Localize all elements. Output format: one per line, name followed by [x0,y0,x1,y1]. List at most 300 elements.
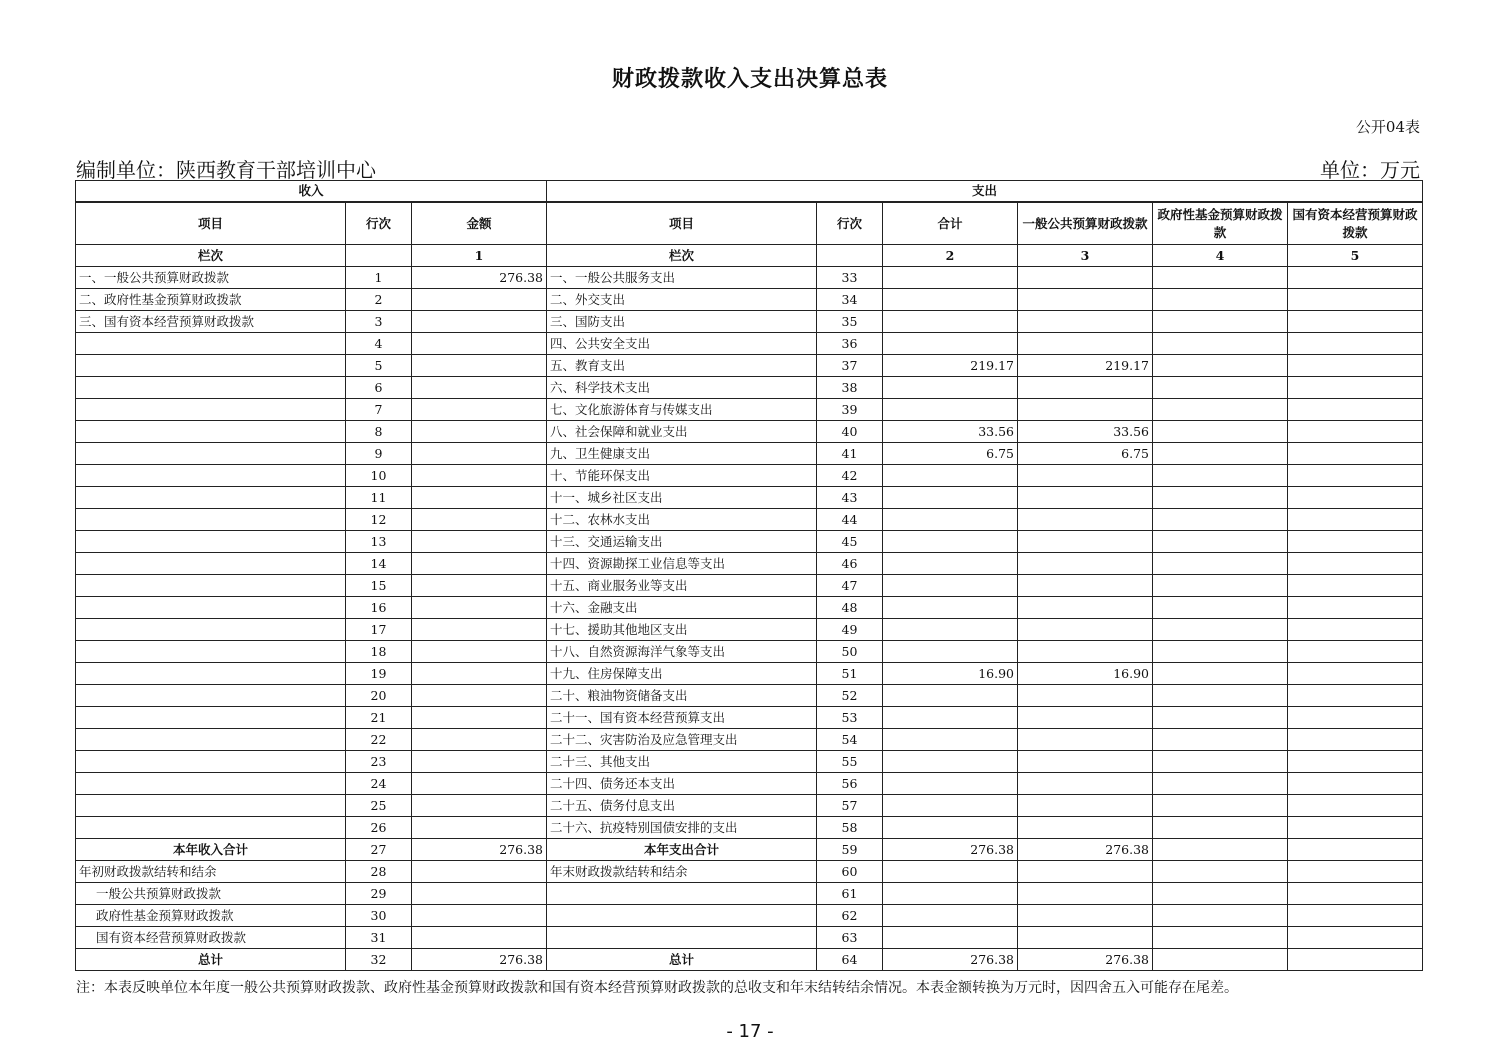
income-item-cell [76,575,346,597]
table-row [76,333,1423,355]
income-amount-cell [412,553,547,575]
gov-fund-cell [1153,421,1288,443]
general-budget-cell [1018,707,1153,729]
general-budget-cell [1018,465,1153,487]
expense-total-cell [883,465,1018,487]
income-line-cell: 26 [346,817,412,839]
income-amount-cell: 276.38 [412,839,547,861]
expense-total-cell [883,487,1018,509]
expense-total-cell [883,575,1018,597]
expense-total-cell [883,619,1018,641]
expense-total-cell: 276.38 [883,949,1018,971]
gov-fund-cell [1153,641,1288,663]
expense-item-cell: 本年支出合计 [547,839,817,861]
income-line-cell: 13 [346,531,412,553]
expense-item-header: 项目 [547,202,817,245]
expense-item-cell: 二十四、债务还本支出 [547,773,817,795]
state-capital-cell [1288,619,1423,641]
organization-label: 编制单位：陕西教育干部培训中心 [76,158,376,182]
expense-item-cell: 六、科学技术支出 [547,377,817,399]
income-item-cell [76,487,346,509]
expense-line-cell: 38 [817,377,883,399]
expense-line-cell: 41 [817,443,883,465]
income-amount-cell [412,861,547,883]
table-row [76,443,1423,465]
income-item-cell: 三、国有资本经营预算财政拨款 [76,311,346,333]
expense-line-cell: 40 [817,421,883,443]
expense-total-cell [883,597,1018,619]
income-line-cell: 17 [346,619,412,641]
table-row [76,399,1423,421]
income-line-cell: 20 [346,685,412,707]
general-budget-header: 一般公共预算财政拨款 [1018,202,1153,245]
gov-fund-cell [1153,729,1288,751]
income-amount-cell [412,685,547,707]
expense-total-header: 合计 [883,202,1018,245]
expense-item-cell: 一、一般公共服务支出 [547,267,817,289]
table-row [76,861,1423,883]
state-capital-cell [1288,685,1423,707]
general-budget-cell [1018,311,1153,333]
expense-item-cell: 十八、自然资源海洋气象等支出 [547,641,817,663]
income-item-cell [76,817,346,839]
income-line-cell: 15 [346,575,412,597]
income-amount-cell [412,619,547,641]
capital-index: 5 [1288,245,1423,267]
income-line-cell: 32 [346,949,412,971]
column-header-row [76,202,1423,245]
income-amount-cell [412,773,547,795]
expense-total-cell: 219.17 [883,355,1018,377]
general-budget-cell [1018,597,1153,619]
expense-total-cell [883,817,1018,839]
table-row [76,883,1423,905]
income-item-cell [76,619,346,641]
income-item-cell [76,465,346,487]
income-item-cell [76,751,346,773]
income-item-cell: 国有资本经营预算财政拨款 [76,927,346,949]
income-item-cell [76,707,346,729]
state-capital-cell [1288,355,1423,377]
income-item-cell [76,355,346,377]
table-row [76,575,1423,597]
table-row [76,773,1423,795]
expense-line-cell: 47 [817,575,883,597]
table-row [76,685,1423,707]
expense-item-cell: 二、外交支出 [547,289,817,311]
income-amount-cell [412,377,547,399]
expense-item-cell: 七、文化旅游体育与传媒支出 [547,399,817,421]
expense-total-cell [883,399,1018,421]
income-amount-cell [412,597,547,619]
state-capital-cell [1288,641,1423,663]
income-amount-cell [412,817,547,839]
state-capital-cell [1288,377,1423,399]
expense-section-header: 支出 [547,181,1423,203]
expense-line-cell: 42 [817,465,883,487]
table-row [76,949,1423,971]
table-row [76,751,1423,773]
income-amount-cell [412,531,547,553]
table-row [76,619,1423,641]
income-item-cell [76,399,346,421]
income-item-cell [76,531,346,553]
expense-total-cell [883,751,1018,773]
expense-line-cell: 57 [817,795,883,817]
expense-total-cell [883,685,1018,707]
expense-total-cell [883,773,1018,795]
expense-item-cell: 十六、金融支出 [547,597,817,619]
expense-line-cell: 63 [817,927,883,949]
expense-item-cell [547,927,817,949]
general-budget-cell [1018,751,1153,773]
income-line-cell: 30 [346,905,412,927]
income-line-cell: 4 [346,333,412,355]
expense-item-cell: 十九、住房保障支出 [547,663,817,685]
table-row [76,795,1423,817]
expense-item-cell: 五、教育支出 [547,355,817,377]
table-row [76,289,1423,311]
state-capital-cell [1288,773,1423,795]
general-budget-cell [1018,641,1153,663]
expense-line-cell: 45 [817,531,883,553]
expense-total-cell [883,289,1018,311]
income-item-cell [76,795,346,817]
gov-fund-cell [1153,553,1288,575]
income-line-cell: 9 [346,443,412,465]
gov-fund-cell [1153,685,1288,707]
expense-line-cell: 56 [817,773,883,795]
state-capital-cell [1288,575,1423,597]
income-section-header: 收入 [76,181,547,203]
expense-item-cell [547,905,817,927]
expense-total-cell [883,905,1018,927]
table-row [76,905,1423,927]
expense-line-cell: 60 [817,861,883,883]
gov-fund-cell [1153,839,1288,861]
income-line-cell: 16 [346,597,412,619]
general-budget-cell [1018,553,1153,575]
income-amount-cell [412,707,547,729]
gov-fund-cell [1153,927,1288,949]
income-item-cell [76,377,346,399]
income-amount-cell [412,905,547,927]
table-row [76,641,1423,663]
income-amount-cell [412,465,547,487]
expense-item-cell: 十二、农林水支出 [547,509,817,531]
income-item-cell [76,509,346,531]
income-line-cell: 12 [346,509,412,531]
expense-item-cell: 总计 [547,949,817,971]
state-capital-cell [1288,597,1423,619]
gov-fund-cell [1153,751,1288,773]
expense-total-cell [883,509,1018,531]
expense-item-cell: 八、社会保障和就业支出 [547,421,817,443]
table-row [76,267,1423,289]
table-row [76,487,1423,509]
expense-item-cell: 二十六、抗疫特别国债安排的支出 [547,817,817,839]
income-amount-cell [412,355,547,377]
expense-total-cell: 16.90 [883,663,1018,685]
income-line-cell: 1 [346,267,412,289]
state-capital-cell [1288,707,1423,729]
income-amount-cell: 276.38 [412,267,547,289]
table-row [76,509,1423,531]
income-line-cell: 18 [346,641,412,663]
expense-index-label: 栏次 [547,245,817,267]
income-item-cell [76,421,346,443]
state-capital-cell [1288,399,1423,421]
expense-total-cell [883,883,1018,905]
state-capital-cell [1288,861,1423,883]
expense-line-cell: 54 [817,729,883,751]
form-number: 公开04表 [1355,118,1420,136]
expense-line-cell: 39 [817,399,883,421]
expense-line-cell: 64 [817,949,883,971]
income-line-cell: 8 [346,421,412,443]
state-capital-cell [1288,817,1423,839]
income-item-cell [76,597,346,619]
expense-line-cell: 51 [817,663,883,685]
gov-fund-cell [1153,905,1288,927]
gov-fund-cell [1153,597,1288,619]
expense-item-cell: 二十五、债务付息支出 [547,795,817,817]
income-item-cell: 一般公共预算财政拨款 [76,883,346,905]
gov-fund-cell [1153,311,1288,333]
income-amount-cell [412,509,547,531]
income-amount-cell [412,927,547,949]
general-budget-cell [1018,619,1153,641]
general-budget-cell: 276.38 [1018,949,1153,971]
expense-total-cell [883,267,1018,289]
general-budget-cell [1018,399,1153,421]
state-capital-cell [1288,421,1423,443]
expense-item-cell: 二十三、其他支出 [547,751,817,773]
state-capital-cell [1288,905,1423,927]
gov-fund-cell [1153,861,1288,883]
income-amount-cell [412,487,547,509]
expense-total-cell [883,861,1018,883]
expense-total-cell [883,333,1018,355]
gov-fund-header: 政府性基金预算财政拨款 [1153,202,1288,245]
state-capital-cell [1288,509,1423,531]
income-item-cell: 政府性基金预算财政拨款 [76,905,346,927]
gov-fund-cell [1153,267,1288,289]
general-budget-cell [1018,575,1153,597]
income-item-cell: 总计 [76,949,346,971]
expense-total-cell [883,641,1018,663]
expense-item-cell: 十七、援助其他地区支出 [547,619,817,641]
expense-total-cell [883,729,1018,751]
income-amount-cell [412,311,547,333]
income-amount-cell [412,399,547,421]
expense-line-cell: 33 [817,267,883,289]
table-row [76,531,1423,553]
general-budget-cell [1018,795,1153,817]
income-item-cell [76,685,346,707]
general-budget-cell [1018,289,1153,311]
income-amount-cell [412,443,547,465]
income-line-cell: 11 [346,487,412,509]
table-row [76,377,1423,399]
gov-fund-cell [1153,289,1288,311]
table-row [76,355,1423,377]
gov-fund-cell [1153,663,1288,685]
footnote: 注：本表反映单位本年度一般公共预算财政拨款、政府性基金预算财政拨款和国有资本经营预算财政拨款的总收支和年末结转结余情况。本表金额转换为万元时，因四舍五入可能存在尾差。 [76,980,1238,996]
state-capital-cell [1288,751,1423,773]
general-budget-cell [1018,773,1153,795]
general-budget-cell [1018,509,1153,531]
income-item-cell: 二、政府性基金预算财政拨款 [76,289,346,311]
state-capital-cell [1288,949,1423,971]
table-row [76,663,1423,685]
expense-line-cell: 55 [817,751,883,773]
expense-item-cell: 十五、商业服务业等支出 [547,575,817,597]
income-amount-cell [412,729,547,751]
income-item-cell [76,641,346,663]
income-item-cell [76,333,346,355]
table-row [76,465,1423,487]
gov-fund-cell [1153,707,1288,729]
state-capital-cell [1288,487,1423,509]
general-budget-cell [1018,377,1153,399]
income-amount-cell: 276.38 [412,949,547,971]
income-amount-cell [412,333,547,355]
general-budget-cell [1018,333,1153,355]
state-capital-cell [1288,927,1423,949]
income-amount-cell [412,795,547,817]
income-line-cell: 25 [346,795,412,817]
general-index: 3 [1018,245,1153,267]
expense-item-cell: 十、节能环保支出 [547,465,817,487]
expense-item-cell: 二十一、国有资本经营预算支出 [547,707,817,729]
expense-item-cell: 四、公共安全支出 [547,333,817,355]
expense-line-cell: 37 [817,355,883,377]
state-capital-cell [1288,531,1423,553]
income-line-cell: 24 [346,773,412,795]
gov-fund-cell [1153,487,1288,509]
expense-line-cell: 53 [817,707,883,729]
page-number: - 17 - [726,1021,774,1042]
expense-line-cell: 62 [817,905,883,927]
expense-total-cell [883,531,1018,553]
state-capital-cell [1288,289,1423,311]
income-item-cell [76,773,346,795]
general-budget-cell [1018,905,1153,927]
general-budget-cell: 33.56 [1018,421,1153,443]
expense-item-cell: 二十、粮油物资储备支出 [547,685,817,707]
table-row [76,421,1423,443]
income-line-cell: 28 [346,861,412,883]
expense-total-cell: 276.38 [883,839,1018,861]
table-row [76,553,1423,575]
expense-item-cell: 二十二、灾害防治及应急管理支出 [547,729,817,751]
state-capital-cell [1288,443,1423,465]
expense-item-cell [547,883,817,905]
fund-index: 4 [1153,245,1288,267]
expense-item-cell: 年末财政拨款结转和结余 [547,861,817,883]
gov-fund-cell [1153,773,1288,795]
income-line-cell: 19 [346,663,412,685]
expense-item-cell: 十三、交通运输支出 [547,531,817,553]
table-row [76,311,1423,333]
table-row [76,729,1423,751]
state-capital-cell [1288,465,1423,487]
income-line-cell: 22 [346,729,412,751]
gov-fund-cell [1153,333,1288,355]
gov-fund-cell [1153,377,1288,399]
income-line-cell: 23 [346,751,412,773]
income-line-cell: 14 [346,553,412,575]
income-amount-cell [412,289,547,311]
income-line-cell: 31 [346,927,412,949]
income-amount-header: 金额 [412,202,547,245]
income-amount-cell [412,663,547,685]
income-item-cell [76,443,346,465]
income-amount-index: 1 [412,245,547,267]
income-item-cell [76,663,346,685]
expense-line-cell: 58 [817,817,883,839]
income-index-label: 栏次 [76,245,346,267]
gov-fund-cell [1153,949,1288,971]
income-item-cell [76,553,346,575]
expense-line-header: 行次 [817,202,883,245]
state-capital-cell [1288,553,1423,575]
expense-item-cell: 三、国防支出 [547,311,817,333]
column-index-row [76,245,1423,267]
income-line-cell: 6 [346,377,412,399]
gov-fund-cell [1153,443,1288,465]
general-budget-cell [1018,729,1153,751]
income-line-cell: 10 [346,465,412,487]
general-budget-cell: 276.38 [1018,839,1153,861]
general-budget-cell [1018,487,1153,509]
expense-item-cell: 十一、城乡社区支出 [547,487,817,509]
gov-fund-cell [1153,619,1288,641]
income-line-index [346,245,412,267]
income-item-cell: 一、一般公共预算财政拨款 [76,267,346,289]
income-item-cell: 年初财政拨款结转和结余 [76,861,346,883]
expense-line-index [817,245,883,267]
income-item-cell: 本年收入合计 [76,839,346,861]
income-amount-cell [412,575,547,597]
income-line-cell: 21 [346,707,412,729]
gov-fund-cell [1153,355,1288,377]
total-index: 2 [883,245,1018,267]
expense-line-cell: 43 [817,487,883,509]
income-item-cell [76,729,346,751]
gov-fund-cell [1153,465,1288,487]
income-line-cell: 3 [346,311,412,333]
expense-line-cell: 34 [817,289,883,311]
income-line-cell: 2 [346,289,412,311]
expense-line-cell: 48 [817,597,883,619]
state-capital-cell [1288,729,1423,751]
expense-line-cell: 36 [817,333,883,355]
state-capital-header: 国有资本经营预算财政拨款 [1288,202,1423,245]
state-capital-cell [1288,663,1423,685]
general-budget-cell [1018,685,1153,707]
expense-total-cell [883,377,1018,399]
gov-fund-cell [1153,509,1288,531]
expense-total-cell [883,707,1018,729]
expense-total-cell: 6.75 [883,443,1018,465]
budget-table [75,180,1423,971]
income-amount-cell [412,641,547,663]
state-capital-cell [1288,333,1423,355]
income-line-cell: 27 [346,839,412,861]
section-header-row [76,181,1423,203]
